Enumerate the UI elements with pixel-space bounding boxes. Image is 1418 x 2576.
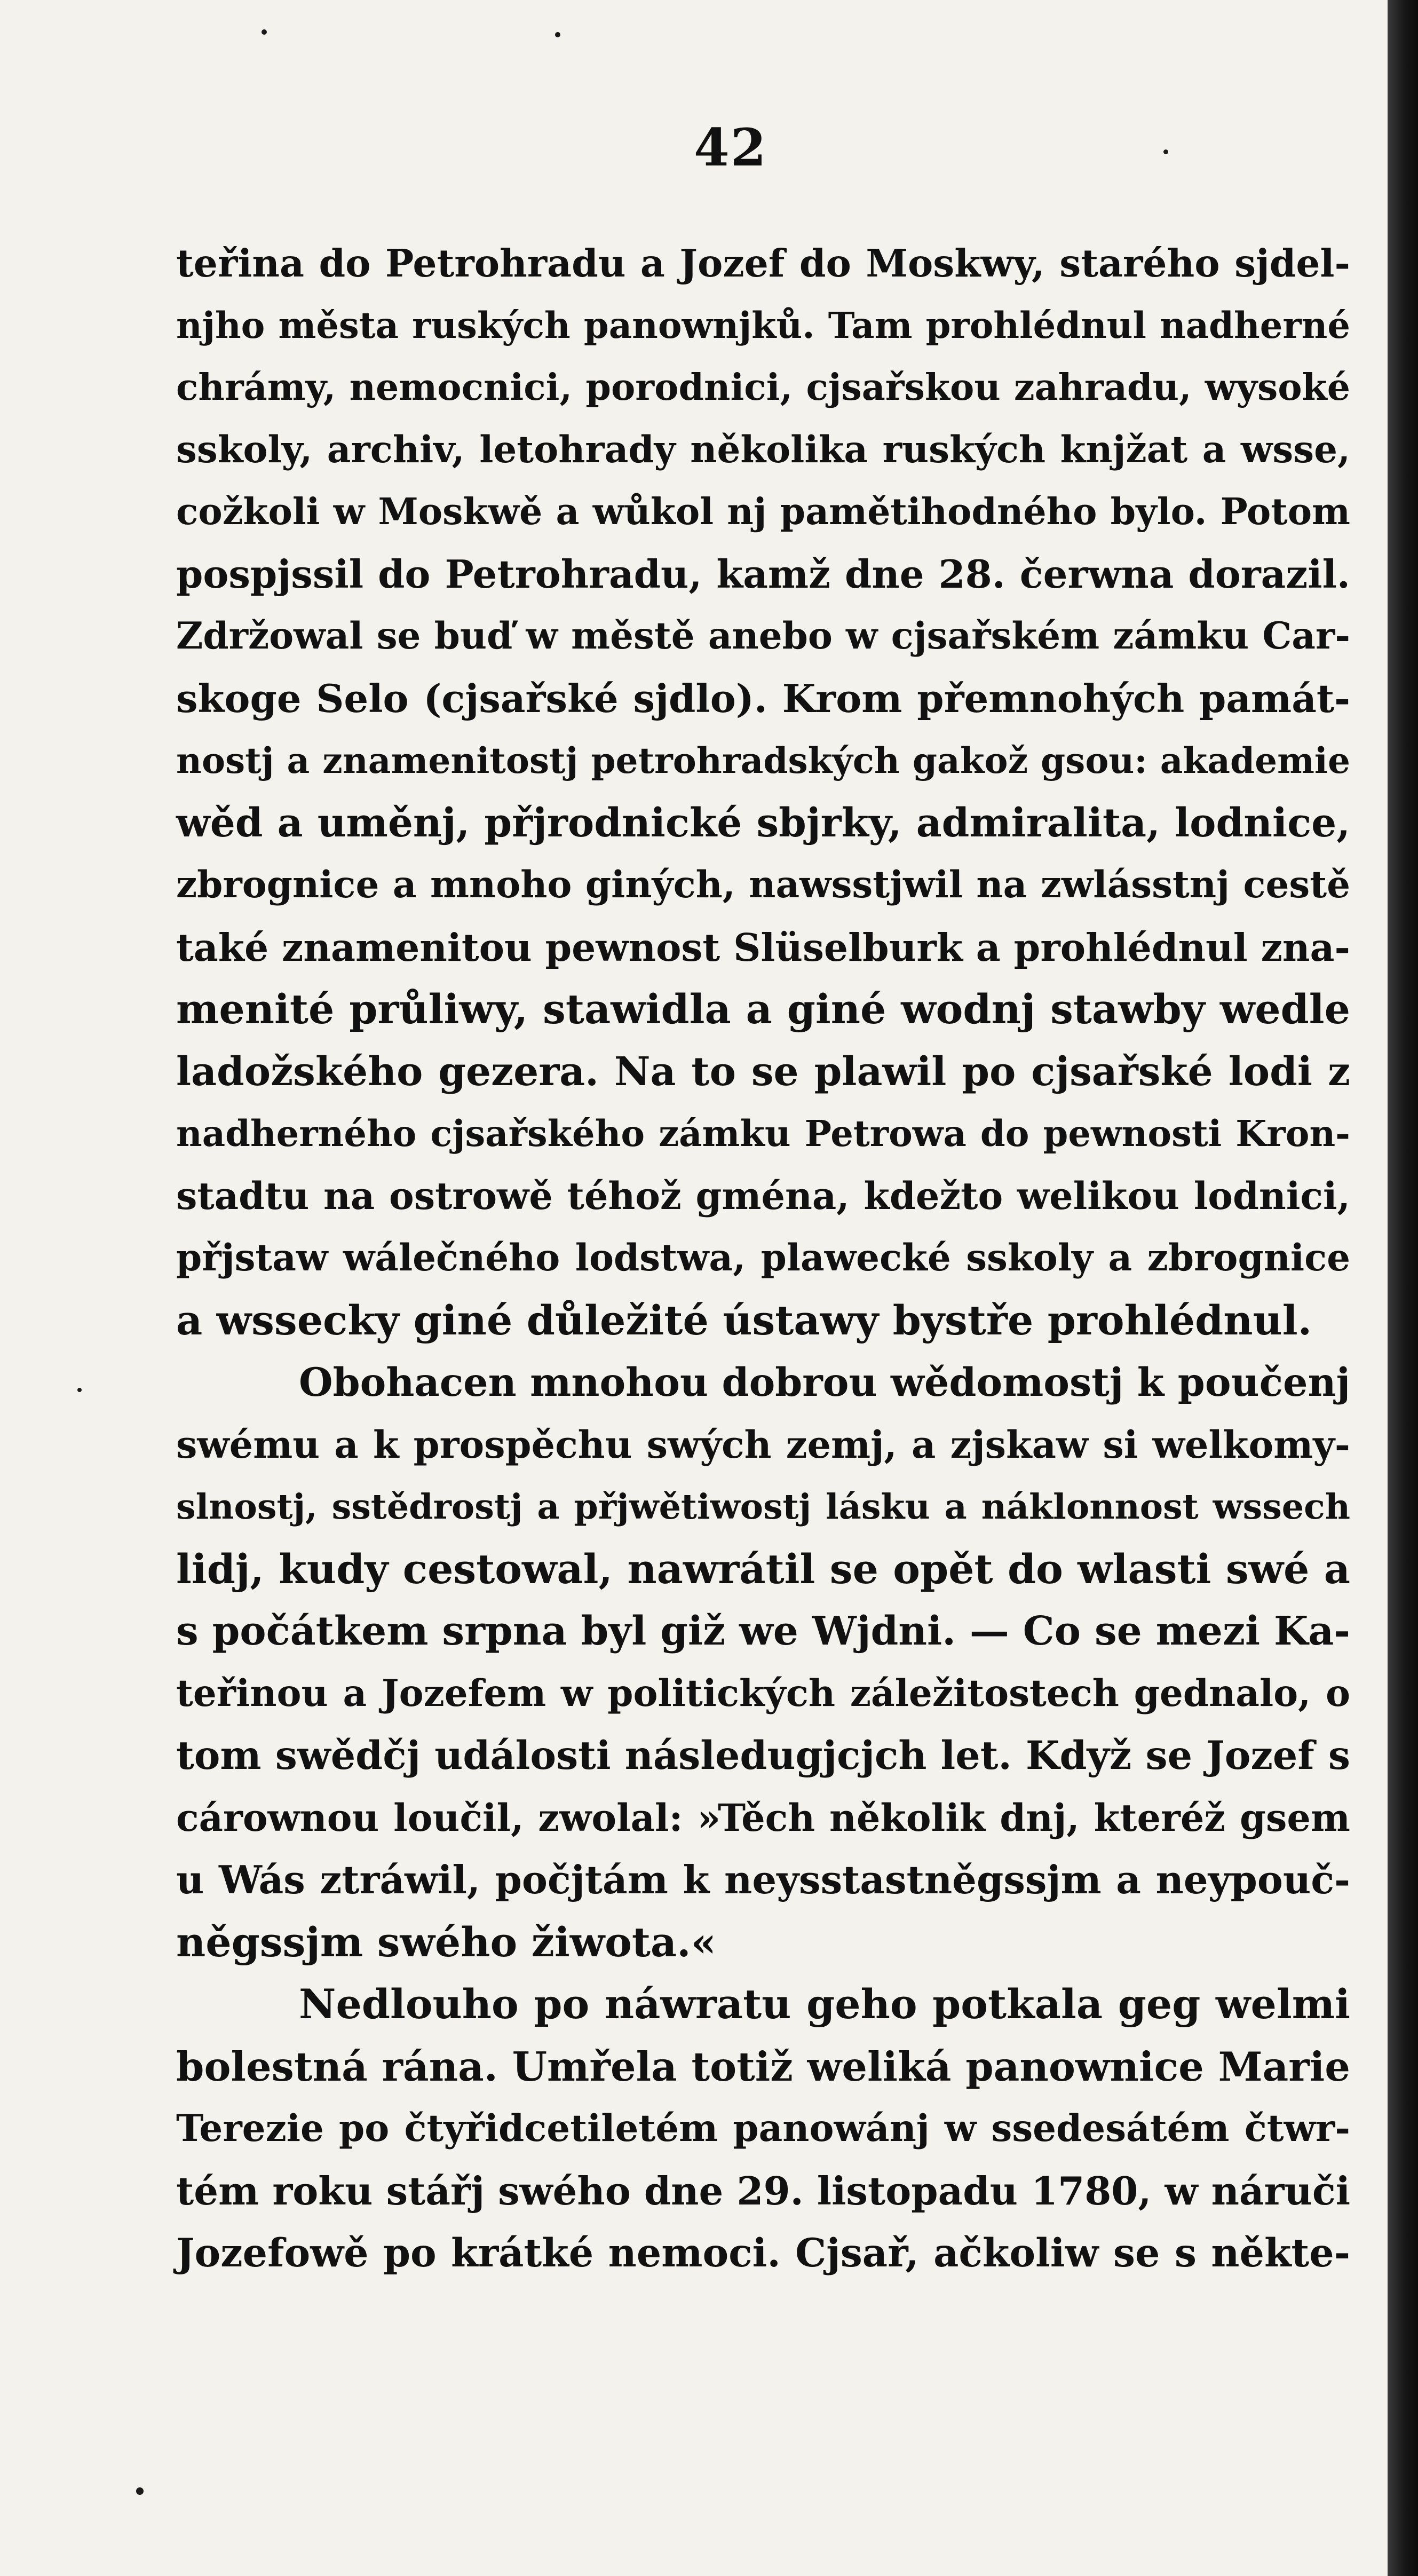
text-line: sskoly, archiv, letohrady několika ruských knjžat a wsse,: [176, 428, 1350, 471]
paragraph-start-line: Obohacen mnohou dobrou wědomostj k poučenj: [299, 1360, 1350, 1405]
text-line: Zdržowal se buď w městě anebo w cjsařském zámku Car-: [176, 614, 1350, 658]
text-line: také znamenitou pewnost Slüselburk a prohlédnul zna-: [176, 924, 1350, 970]
text-line: zbrognice a mnoho giných, nawsstjwil na zwlásstnj cestě: [176, 863, 1350, 906]
text-line: nadherného cjsařského zámku Petrowa do pewnosti Kron-: [176, 1112, 1350, 1155]
text-line: ladožského gezera. Na to se plawil po cjsařské lodi z: [176, 1048, 1350, 1095]
ink-speck: [1163, 149, 1168, 154]
text-line: pospjssil do Petrohradu, kamž dne 28. čerwna dorazil.: [176, 551, 1350, 597]
text-line: chrámy, nemocnici, porodnici, cjsařskou zahradu, wysoké: [176, 366, 1350, 409]
text-line: u Wás ztráwil, počjtám k neysstastněgssjm a neypouč-: [176, 1857, 1350, 1902]
text-line: Terezie po čtyřidcetiletém panowánj w ssedesátém čtwr-: [176, 2107, 1350, 2150]
text-line: slnostj, sstědrostj a přjwětiwostj lásku a náklonnost wssech: [176, 1487, 1350, 1527]
text-line: přjstaw wálečného lodstwa, plawecké sskoly a zbrognice: [176, 1236, 1350, 1279]
text-line: něgssjm swého žiwota.«: [176, 1918, 717, 1966]
text-line: menité průliwy, stawidla a giné wodnj stawby wedle: [176, 985, 1350, 1033]
text-line: cárownou loučil, zwolal: »Těch několik dnj, kteréž gsem: [176, 1795, 1350, 1840]
text-line: teřina do Petrohradu a Jozef do Moskwy, starého sjdel-: [176, 241, 1350, 286]
page-number: 42: [694, 117, 767, 178]
ink-speck: [77, 1388, 82, 1392]
ink-speck: [262, 29, 267, 35]
text-line: swému a k prospěchu swých zemj, a zjskaw si welkomy-: [176, 1422, 1350, 1467]
ink-speck: [555, 32, 560, 37]
text-line: stadtu na ostrowě téhož gména, kdežto welikou lodnici,: [176, 1173, 1350, 1218]
text-line: cožkoli w Moskwě a wůkol nj pamětihodného bylo. Potom: [176, 491, 1350, 533]
text-line: Jozefowě po krátké nemoci. Cjsař, ačkoliw se s někte-: [176, 2230, 1350, 2276]
text-line: s počátkem srpna byl giž we Wjdni. — Co se mezi Ka-: [176, 1608, 1350, 1654]
text-line: bolestná rána. Umřela totiž weliká panownice Marie: [176, 2043, 1350, 2090]
paragraph-start-line: Nedlouho po náwratu geho potkala geg welmi: [299, 1980, 1350, 2028]
text-line: njho města ruských panownjků. Tam prohlédnul nadherné: [176, 304, 1350, 346]
text-line: teřinou a Jozefem w politických záležitostech gednalo, o: [176, 1671, 1350, 1715]
text-line: nostj a znamenitostj petrohradských gakož gsou: akademie: [176, 740, 1350, 781]
text-line: a wssecky giné důležité ústawy bystře prohlédnul.: [176, 1296, 1312, 1344]
text-line: tom swědčj události následugjcjch let. Když se Jozef s: [176, 1733, 1350, 1779]
body-text: [176, 232, 1350, 2285]
text-line: lidj, kudy cestowal, nawrátil se opět do wlasti swé a: [176, 1545, 1350, 1593]
text-line: wěd a uměnj, přjrodnické sbjrky, admiralita, lodnice,: [176, 800, 1350, 846]
ink-speck: [136, 2487, 144, 2495]
page-edge-shadow: [1388, 0, 1418, 2576]
text-line: tém roku stářj swého dne 29. listopadu 1780, w náruči: [176, 2168, 1351, 2214]
text-line: skoge Selo (cjsařské sjdlo). Krom přemnohých památ-: [176, 675, 1350, 721]
